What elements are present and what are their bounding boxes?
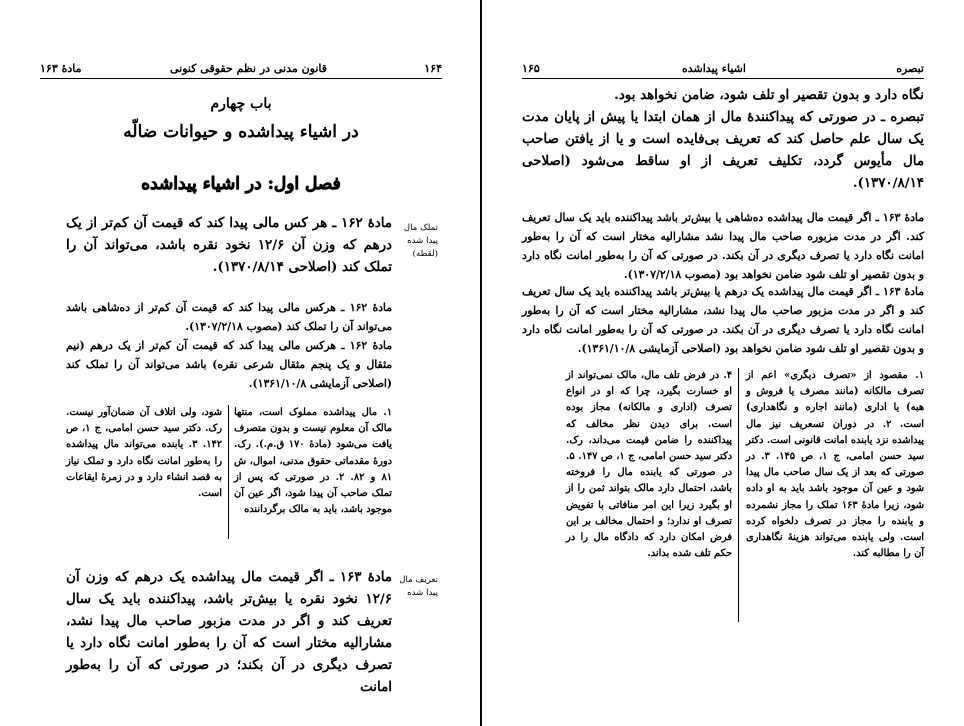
note-paragraph: تبصره ـ در صورتی که پیداکنندهٔ مال از همان ابتدا یا پیش از پایان مدت یک سال علم حاصل کند که تعریف بی‌فایده است و یا از یافتن صاحب مال مأیوس گردد، تکلیف تعریف از او ساقط می‌شود (اصلاحی ۱۳۷۰/۸/۱۴). [522, 109, 924, 191]
chapter-title: فصل اول: در اشیاء پیداشده [141, 174, 341, 194]
header-article-ref: مادهٔ ۱۶۳ [40, 62, 82, 75]
prior-article-163-b: مادهٔ ۱۶۳ ـ اگر قیمت مال پیداشده یک درهم یا بیش‌تر باشد پیداکننده باید یک سال تعریف کند و اگر در مدت مزبور صاحب مال پیدا نشد، مشارالیه مختار است که آن را به‌طور امانت نگاه دارد یا تصرف دیگری در آن بکند. در صورتی که آن را به‌طور امانت نگاه دارد و بدون تقصیر او تلف شود ضامن نخواهد بود (اصلاحی آزمایشی ۱۳۶۱/۱۰/۸). [522, 285, 924, 355]
margin-note-found-property: تملک مال پیدا شده (لقطه) [403, 223, 438, 259]
header-page-number: ۱۶۵ [522, 62, 540, 75]
footnote-column-left: شود، ولی اتلاف آن ضمان‌آور نیست. رک. دکتر سید حسن امامی، ج ۱، ص ۱۴۲. ۳. یابنده می‌تواند مال پیداشده را به‌طور امانت نگاه دارد و تملک نیاز به قصد انشاء دارد و در زمرهٔ ایقاعات است. [66, 407, 222, 500]
article-162: مادهٔ ۱۶۲ ـ هر کس مالی پیدا کند که قیمت آن کم‌تر از یک درهم که وزن آن ۱۲/۶ نخود نقره باشد، می‌تواند آن را تملک کند (اصلاحی ۱۳۷۰/۸/۱۴). [66, 215, 392, 275]
section-title: در اشیاء پیداشده و حیوانات ضالّه [123, 122, 359, 142]
right-page [482, 0, 964, 726]
right-page-header [522, 62, 924, 79]
header-title: اشیاء پیداشده [682, 62, 746, 75]
header-section: تبصره [896, 62, 924, 75]
footnote-divider [738, 368, 739, 622]
header-page-number: ۱۶۴ [424, 62, 442, 75]
prior-article-162-a: مادهٔ ۱۶۲ ـ هرکس مالی پیدا کند که قیمت آن کم‌تر از ده‌شاهی باشد می‌تواند آن را تملک کند (مصوب ۱۳۰۷/۲/۱۸). [66, 301, 393, 333]
section-label: باب چهارم [210, 96, 272, 112]
header-title: قانون مدنی در نظم حقوقی کنونی [170, 62, 328, 75]
article-163: مادهٔ ۱۶۳ ـ اگر قیمت مال پیداشده یک درهم که وزن آن ۱۲/۶ نخود نقره یا بیش‌تر باشد، پیداکننده باید یک سال تعریف کند و اگر در مدت مزبور صاحب مال پیدا نشد، مشارالیه مختار است که آن را به‌طور امانت نگاه دارد یا تصرف دیگری در آن بکند؛ در صورتی که آن را به‌طور امانت [66, 569, 392, 695]
left-page-header [40, 62, 442, 79]
article-163-continuation: نگاه دارد و بدون تقصیر او تلف شود، ضامن نخواهد بود. [614, 87, 924, 103]
prior-article-162-b: مادهٔ ۱۶۲ ـ هرکس مالی پیدا کند که قیمت آن کم‌تر از یک درهم (نیم مثقال و یک پنجم مثقال شرعی نقره) باشد می‌تواند آن را تملک کند (اصلاحی آزمایشی ۱۳۶۱/۱۰/۸). [66, 339, 392, 390]
footnote-column-right: ۱. مقصود از «تصرف دیگری» اعم از تصرف مالکانه (مانند مصرف یا فروش و هبه) یا اداری (مانند اجاره و نگاهداری) است. ۲. در دوران تسعریف نیز مال پیداشده نزد یابنده امانت قانونی است. دکتر سید حسن امامی، ج ۱، ص ۱۴۵. ۳. در صورتی که بعد از یک سال صاحب مال پیدا شود و عین آن موجود باشد باید به او داده شود، زیرا مادهٔ ۱۶۳ تملک را مجاز نشمرده و یابنده را مجاز در تصرف دلخواه کرده است. ولی یابنده می‌تواند هزینهٔ نگاهداری آن را مطالبه کند. [746, 370, 924, 560]
margin-note-definition: تعریف مال پیدا شده [399, 575, 438, 598]
prior-article-163-a: مادهٔ ۱۶۳ ـ اگر قیمت مال پیداشده ده‌شاهی یا بیش‌تر باشد پیداکننده باید یک سال تعریف کند. اگر در مدت مزبوره صاحب مال پیدا نشد مشارالیه مختار است که آن را به‌طور امانت نگاه دارد یا تصرف دیگری در آن بکند. در صورتی که آن را به‌طور امانت نگاه دارد و بدون تقصیر او تلف شود ضامن نخواهد بود (مصوب ۱۳۰۷/۲/۱۸). [522, 211, 924, 281]
footnote-column-left: ۴. در فرض تلف مال، مالک نمی‌تواند از او خسارت بگیرد، چرا که او در انواع تصرف (اداری و مالکانه) مجاز بوده است. برای دیدن نظر مخالف که پیداکننده را ضامن قیمت می‌داند، رک. دکتر سید حسن امامی، ج ۱، ص ۱۴۷. ۵. در صورتی که یابنده مال را فروخته باشد، احتمال دارد مالک بتواند ثمن را از او بگیرد زیرا این امر منافاتی با تفویض تصرف او ندارد؛ و احتمال مخالف بر این فرض امکان دارد که دادگاه مال را در حکم تلف شده بداند. [566, 370, 733, 560]
footnote-column-right: ۱. مال پیداشده مملوک است، منتها مالک آن معلوم نیست و بدون متصرف یافت می‌شود (مادهٔ ۱۷۰ ق.م.). رک. دورهٔ مقدماتی حقوق مدنی، اموال، ش ۸۱ و ۸۲. ۲. در صورتی که پس از تملک صاحب آن پیدا شود، اگر عین آن موجود باشد، باید به مالک برگرداننده [234, 407, 392, 516]
footnote-divider [228, 405, 229, 539]
